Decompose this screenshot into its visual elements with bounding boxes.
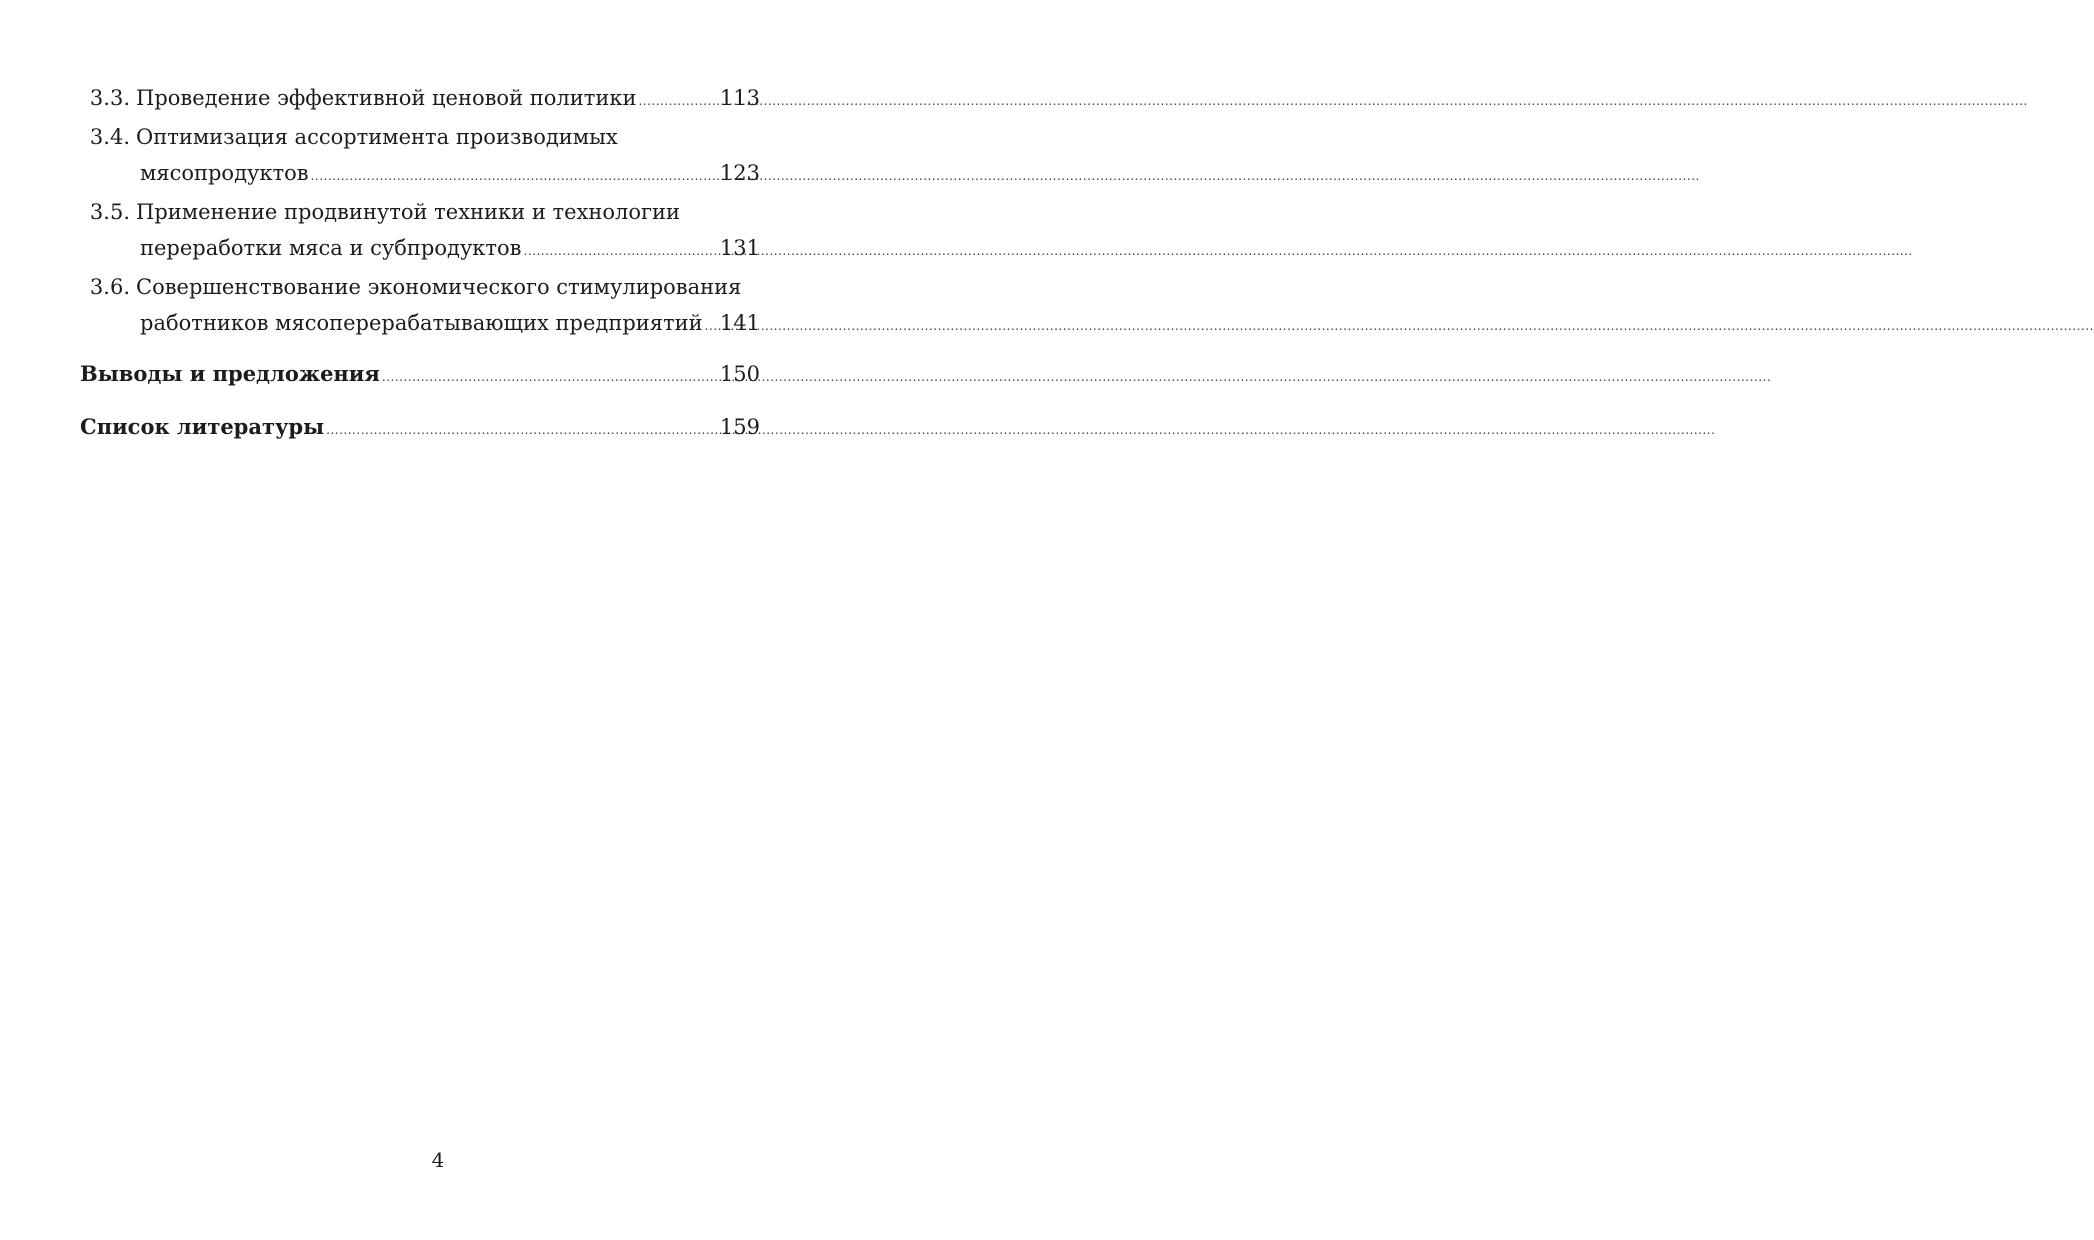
toc-entry-number: 3.5. xyxy=(89,200,130,224)
toc-entry-title-line: Оптимизация ассортимента производимых xyxy=(136,125,618,149)
toc-entry-bibliography[interactable] xyxy=(80,409,760,448)
toc-entry-body xyxy=(136,269,760,344)
toc-entry-row xyxy=(136,80,760,119)
toc-entry-title-last-line: переработки мяса и субпродуктов xyxy=(140,236,522,260)
toc-entry-3-5[interactable] xyxy=(80,194,760,269)
dot-leader xyxy=(326,412,718,448)
toc-entry-page: 113 xyxy=(719,86,760,110)
toc-entry-number: 3.6. xyxy=(89,275,130,299)
dot-leader xyxy=(382,359,718,395)
toc-entry-page: 131 xyxy=(719,236,760,260)
toc-entry-page: 159 xyxy=(719,415,760,439)
toc-entry-3-4[interactable] xyxy=(80,119,760,194)
toc-entry-page: 123 xyxy=(719,161,760,185)
toc-entry-conclusions[interactable] xyxy=(80,356,760,395)
toc-entry-page: 141 xyxy=(719,311,760,335)
toc-entry-title: Выводы и предложения xyxy=(80,361,380,386)
toc-entry-title: Список литературы xyxy=(80,414,325,439)
toc-entry-row xyxy=(136,230,760,269)
toc-entry-row xyxy=(136,155,760,194)
toc-entry-3-3[interactable] xyxy=(80,80,760,119)
dot-leader xyxy=(311,158,718,194)
toc-entry-title-line: Применение продвинутой техники и технологии xyxy=(136,200,681,224)
toc-entry-number: 3.4. xyxy=(89,125,130,149)
dot-leader xyxy=(705,308,718,344)
toc-entry-page: 150 xyxy=(719,362,760,386)
toc-entry-title-line: Совершенствование экономического стимулирования xyxy=(136,275,742,299)
dot-leader xyxy=(638,83,717,119)
toc-entry-number: 3.3. xyxy=(89,86,130,110)
toc-entry-body xyxy=(136,80,760,119)
toc-entry-body xyxy=(136,119,760,194)
toc-entry-body xyxy=(136,194,760,269)
toc-entry-row xyxy=(80,409,760,448)
page-number: 4 xyxy=(431,1148,445,1172)
toc-entry-title-last-line: мясопродуктов xyxy=(140,161,309,185)
toc-entry-row xyxy=(80,356,760,395)
toc-entry-title-last-line: работников мясоперерабатывающих предприятий xyxy=(140,311,703,335)
toc-entry-row xyxy=(136,305,760,344)
toc-entry-title: Проведение эффективной ценовой политики xyxy=(136,86,637,110)
dot-leader xyxy=(524,233,718,269)
toc-entry-3-6[interactable] xyxy=(80,269,760,344)
table-of-contents xyxy=(80,80,760,448)
